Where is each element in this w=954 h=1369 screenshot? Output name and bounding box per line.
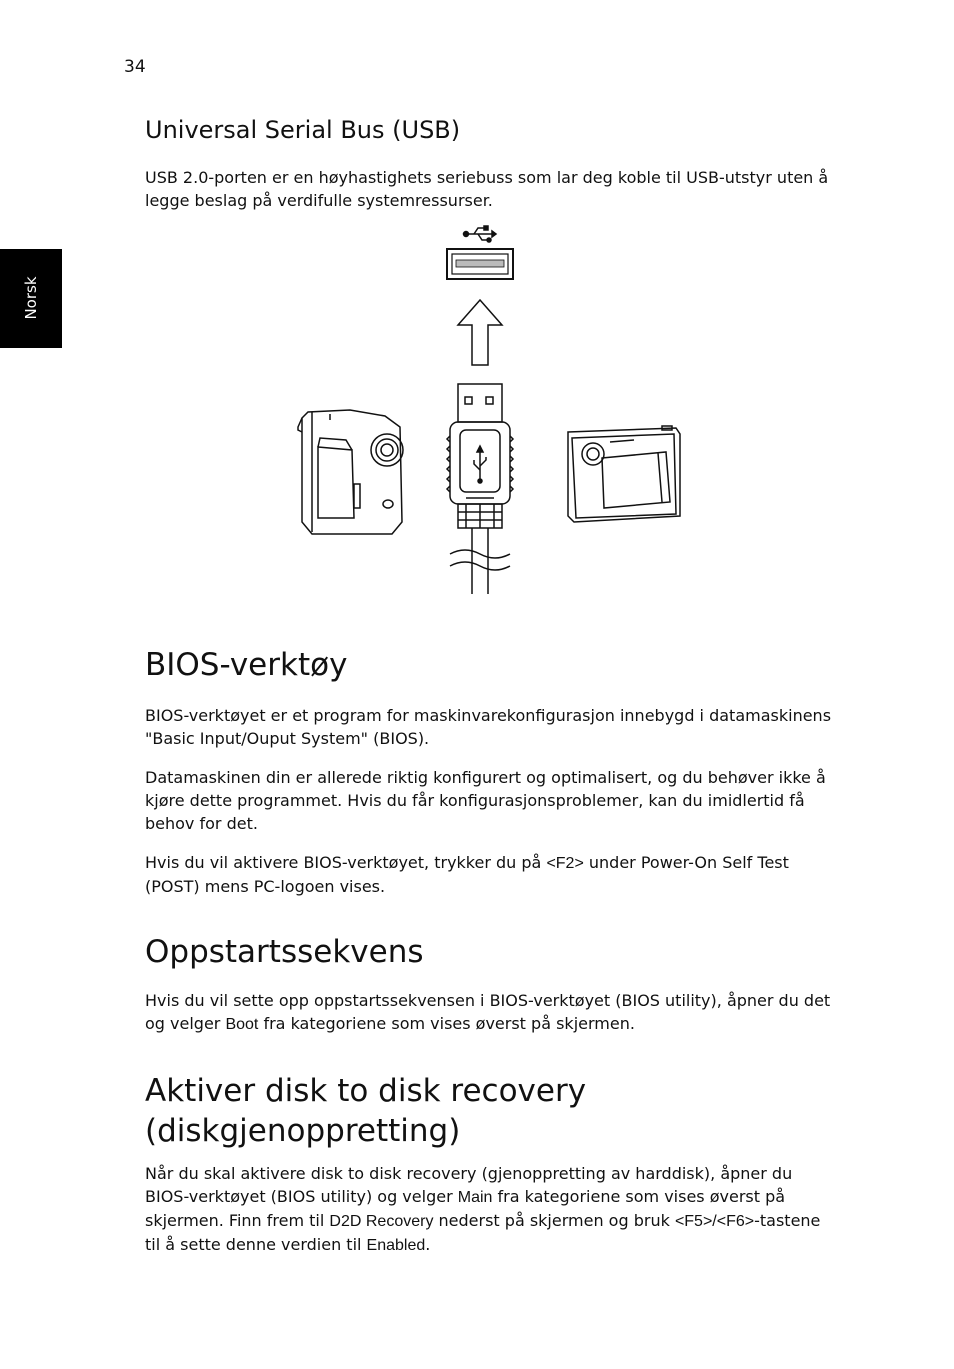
bios-key-f2: <F2> [546, 855, 584, 872]
usb-illustration [290, 222, 690, 598]
bios-heading: BIOS-verktøy [145, 647, 348, 683]
usb-port-icon [447, 249, 513, 279]
boot-key: Boot [225, 1016, 259, 1033]
d2d-key-enabled: Enabled [366, 1237, 426, 1254]
arrow-up-icon [458, 300, 502, 365]
d2d-text-3: nederst på skjermen og bruk [433, 1211, 675, 1230]
d2d-text-1: Når du skal aktivere disk to disk recovery (gjenoppretting av harddisk), åpner du BIOS-verktøyet (BIOS utility) og velger [145, 1164, 793, 1206]
boot-paragraph [145, 989, 835, 1036]
digital-camera-icon [568, 426, 680, 522]
usb-heading: Universal Serial Bus (USB) [145, 116, 461, 144]
d2d-text-5: . [425, 1235, 431, 1254]
bios-p3-text-1: Hvis du vil aktivere BIOS-verktøyet, trykker du på [145, 853, 547, 872]
d2d-heading-line-2: (diskgjenoppretting) [145, 1113, 461, 1149]
usb-paragraph: USB 2.0-porten er en høyhastighets seriebuss som lar deg koble til USB-utstyr uten å legge beslag på verdifulle systemressurser. [145, 168, 829, 210]
bios-paragraph-2: Datamaskinen din er allerede riktig konfigurert og optimalisert, og du behøver ikke å kjøre dette programmet. Hvis du får konfigurasjonsproblemer, kan du imidlertid få behov for det. [145, 768, 826, 833]
d2d-text-2: fra kategoriene som vises øverst på skjermen. Finn frem til [145, 1187, 786, 1230]
d2d-key-f5f6: <F5>/<F6> [674, 1213, 755, 1230]
boot-text-1: Hvis du vil sette opp oppstartssekvensen i BIOS-verktøyet (BIOS utility), åpner du det og velger [145, 991, 831, 1033]
d2d-key-recovery: D2D Recovery [329, 1213, 434, 1230]
d2d-paragraph [145, 1162, 835, 1257]
d2d-text-4: -tastene til å sette denne verdien til [145, 1211, 821, 1254]
language-tab [0, 249, 62, 348]
boot-heading: Oppstartssekvens [145, 934, 424, 970]
boot-text-2: fra kategoriene som vises øverst på skjermen. [258, 1014, 635, 1033]
bios-p3-text-2: under Power-On Self Test (POST) mens PC-logoen vises. [145, 853, 789, 896]
d2d-key-main: Main [457, 1189, 493, 1206]
bios-paragraph-3 [145, 851, 835, 898]
language-tab-label: Norsk [22, 276, 40, 320]
page-number: 34 [124, 57, 146, 77]
d2d-heading-line-1: Aktiver disk to disk recovery [145, 1073, 587, 1109]
usb-symbol-icon [464, 226, 497, 242]
bios-paragraph-1: BIOS-verktøyet er et program for maskinvarekonfigurasjon innebygd i datamaskinens "Basic Input/Ouput System" (BIOS). [145, 706, 832, 748]
usb-plug-icon [447, 384, 513, 594]
d2d-heading [145, 1071, 835, 1151]
camcorder-icon [298, 410, 403, 534]
